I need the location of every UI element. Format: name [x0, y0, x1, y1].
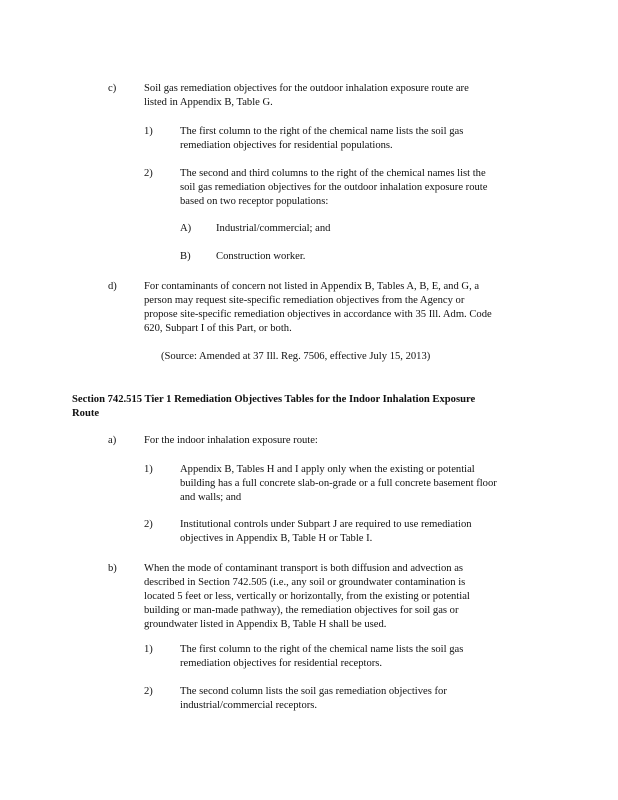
source-note: (Source: Amended at 37 Ill. Reg. 7506, effective July 15, 2013)	[161, 351, 431, 362]
item-label: 1)	[144, 126, 153, 137]
item-text: Appendix B, Tables H and I apply only when the existing or potential building has a full concrete slab-on-grade or a full concrete basement floor and walls; and	[180, 464, 497, 503]
subitem-text: Construction worker.	[216, 251, 306, 262]
item-label: 2)	[144, 168, 153, 179]
item-text: The second and third columns to the right of the chemical names list the soil gas remediation objectives for the outdoor inhalation exposure route based on two receptor populations:	[180, 168, 488, 207]
subitem-label: B)	[180, 251, 191, 262]
paragraph-a-label: a)	[108, 435, 117, 446]
paragraph-b-text: When the mode of contaminant transport is both diffusion and advection as described in Section 742.505 (i.e., any soil or groundwater contamination is located 5 feet or less, vertically or horizontally, from the existing or potential building or man-made pathway), the remediation objectives for soil gas or groundwater listed in Appendix B, Table H shall be used.	[144, 563, 470, 630]
paragraph-d-label: d)	[108, 281, 117, 292]
item-label: 1)	[144, 464, 153, 475]
item-text: The first column to the right of the chemical name lists the soil gas remediation objectives for residential populations.	[180, 126, 464, 151]
section-heading: Section 742.515 Tier 1 Remediation Objectives Tables for the Indoor Inhalation Exposure Route	[72, 394, 476, 419]
item-text: The second column lists the soil gas remediation objectives for industrial/commercial receptors.	[180, 686, 447, 711]
paragraph-d-text: For contaminants of concern not listed in Appendix B, Tables A, B, E, and G, a person may request site-specific remediation objectives from the Agency or propose site-specific remediation objectives in accordance with 35 Ill. Adm. Code 620, Subpart I of this Part, or both.	[144, 281, 492, 334]
subitem-label: A)	[180, 223, 192, 234]
item-text: The first column to the right of the chemical name lists the soil gas remediation objectives for residential receptors.	[180, 644, 464, 669]
paragraph-a-text: For the indoor inhalation exposure route:	[144, 435, 318, 446]
item-label: 2)	[144, 519, 153, 530]
paragraph-c-text: Soil gas remediation objectives for the outdoor inhalation exposure route are listed in Appendix B, Table G.	[144, 83, 469, 108]
item-label: 1)	[144, 644, 153, 655]
paragraph-c-label: c)	[108, 83, 117, 94]
item-label: 2)	[144, 686, 153, 697]
paragraph-b-label: b)	[108, 563, 117, 574]
subitem-text: Industrial/commercial; and	[216, 223, 331, 234]
item-text: Institutional controls under Subpart J are required to use remediation objectives in Appendix B, Table H or Table I.	[180, 519, 472, 544]
